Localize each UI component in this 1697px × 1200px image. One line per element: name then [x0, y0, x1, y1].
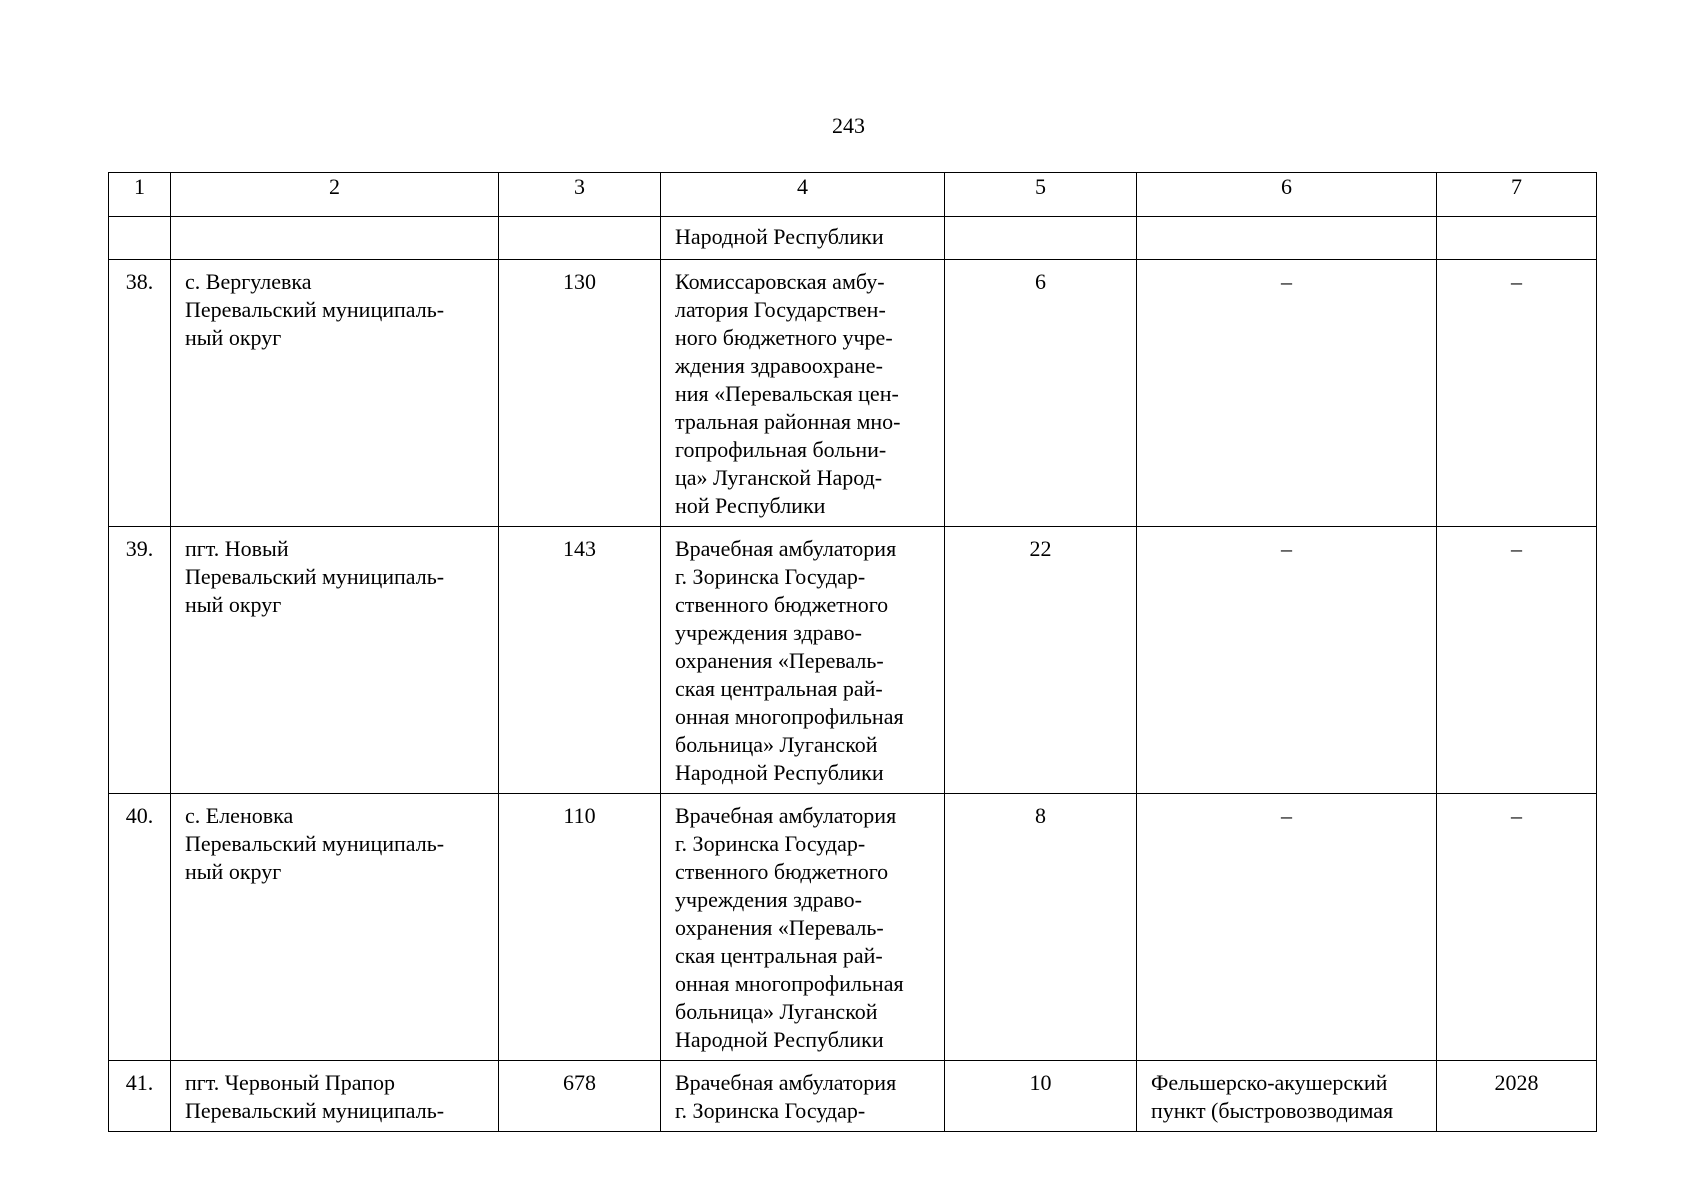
column-5-cell: 6: [1035, 269, 1046, 294]
facility-cell: Комиссаровская амбу- латория Государствен- ного бюджетного учре- ждения здравоохране- ния «Перевальская цен- тральная районная мно- гопрофильная больни- ца» Луганской Народ- ной Республики: [675, 269, 901, 518]
table-row: [109, 260, 1597, 527]
location-cell: с. Вергулевка Перевальский муниципаль- ный округ: [185, 269, 445, 350]
location-cell: пгт. Червоный Прапор Перевальский муниципаль-: [185, 1070, 445, 1123]
table-cell: [661, 217, 945, 260]
location-cell: пгт. Новый Перевальский муниципаль- ный округ: [185, 536, 445, 617]
facility-cell: Народной Республики: [675, 224, 884, 249]
facility-cell: Врачебная амбулатория г. Зоринска Государ-: [675, 1070, 897, 1123]
column-6-cell: Фельшерско-акушерский пункт (быстровозводимая: [1151, 1070, 1394, 1123]
continuation-row: [109, 217, 1597, 260]
location-cell: с. Еленовка Перевальский муниципаль- ный округ: [185, 803, 445, 884]
column-6-cell: –: [1281, 536, 1292, 561]
table-cell: [1137, 217, 1437, 260]
column-header: 7: [1437, 173, 1597, 217]
column-7-cell: 2028: [1494, 1070, 1539, 1095]
population-cell: 678: [563, 1070, 596, 1095]
column-5-cell: 22: [1029, 536, 1052, 561]
row-number: 41.: [125, 1070, 154, 1095]
page-number: 243: [832, 113, 865, 138]
column-header: 4: [661, 173, 945, 217]
row-number: 39.: [125, 536, 154, 561]
facility-cell: Врачебная амбулатория г. Зоринска Государ- ственного бюджетного учреждения здраво- охранения «Переваль- ская центральная рай- онная многопрофильная больница» Луганской Народной Республики: [675, 536, 904, 785]
column-7-cell: –: [1511, 269, 1522, 294]
table-cell: [499, 217, 661, 260]
population-cell: 143: [563, 536, 596, 561]
column-5-cell: 8: [1035, 803, 1046, 828]
row-number: 38.: [125, 269, 154, 294]
table-row: [109, 1061, 1597, 1132]
column-6-cell: –: [1281, 803, 1292, 828]
column-header: 1: [109, 173, 171, 217]
facility-cell: Врачебная амбулатория г. Зоринска Государ- ственного бюджетного учреждения здраво- охранения «Переваль- ская центральная рай- онная многопрофильная больница» Луганской Народной Республики: [675, 803, 904, 1052]
table-cell: [1437, 217, 1597, 260]
table-row: [109, 794, 1597, 1061]
row-number: 40.: [125, 803, 154, 828]
population-cell: 110: [563, 803, 596, 828]
population-cell: 130: [563, 269, 596, 294]
table-cell: [109, 217, 171, 260]
table-row: [109, 527, 1597, 794]
column-7-cell: –: [1511, 536, 1522, 561]
column-6-cell: –: [1281, 269, 1292, 294]
table-cell: [171, 217, 499, 260]
column-header: 5: [945, 173, 1137, 217]
table-cell: [945, 217, 1137, 260]
column-5-cell: 10: [1029, 1070, 1052, 1095]
data-table: [108, 172, 1597, 1132]
column-header: 6: [1137, 173, 1437, 217]
column-header: 3: [499, 173, 661, 217]
column-header-row: [109, 173, 1597, 217]
column-header: 2: [171, 173, 499, 217]
column-7-cell: –: [1511, 803, 1522, 828]
